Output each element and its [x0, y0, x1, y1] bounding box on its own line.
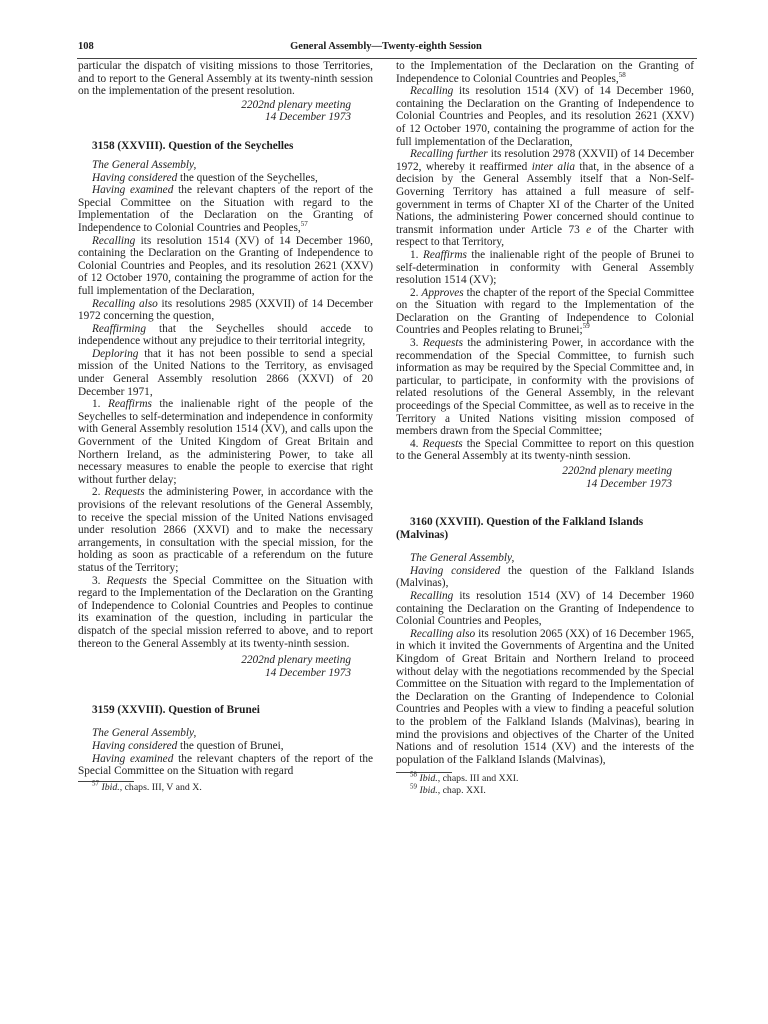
operative-paragraph [396, 337, 694, 438]
text-span: of the Charter with respect to that Territory, [396, 223, 694, 249]
text-span: Having examined [92, 184, 174, 197]
running-title: General Assembly—Twenty-eighth Session [290, 41, 482, 52]
continuation-paragraph: particular the dispatch of visiting missions to those Territories, and to report to the General Assembly at its twenty-ninth session on the implementation of the present resolution. [78, 60, 373, 98]
preamble-paragraph [78, 298, 373, 323]
operative-paragraph [78, 486, 373, 574]
text-span: the inalienable right of the people of Brunei to self-determination in conformity with General Assembly resolution 1514 (XV); [396, 248, 694, 287]
operative-paragraph [78, 575, 373, 651]
text-span: 58 [410, 771, 417, 780]
text-span: , chaps. III and XXI. [437, 773, 519, 785]
meeting-line: 2202nd plenary meeting [562, 465, 672, 477]
text-span: Reaffirms [422, 248, 467, 261]
text-span: its resolutions 2985 (XXVII) of 14 December 1972 concerning the question, [78, 297, 373, 323]
text-span: the question of the Falkland Islands (Malvinas), [396, 564, 694, 590]
text-span: Requests [422, 337, 463, 350]
text-span: the question of the Seychelles, [177, 171, 318, 184]
meeting-line: 2202nd plenary meeting [241, 98, 351, 111]
footnote [396, 785, 694, 797]
preamble-paragraph [396, 85, 694, 148]
text-span: Ibid. [419, 773, 438, 785]
preamble-paragraph [78, 172, 373, 185]
date-line: 14 December 1973 [265, 111, 351, 124]
general-assembly-line: The General Assembly, [410, 552, 515, 565]
text-span: Deploring [92, 347, 139, 360]
text-span: 3. [92, 574, 107, 587]
resolution-heading-3158: 3158 (XXVIII). Question of the Seychelles [92, 139, 294, 152]
operative-paragraph [396, 287, 694, 337]
text-span: 1. [92, 398, 108, 411]
running-header [78, 41, 694, 57]
operative-paragraph [396, 249, 694, 287]
text-span: that it has not been possible to send a special mission of the United Nations to the Territory, as envisaged under General Assembly resolution 2866 (XXVI) of 20 December 1971, [78, 347, 373, 398]
text-span: Requests [106, 574, 147, 587]
text-span: its resolution 1514 (XV) of 14 December 1960, containing the Declaration on the Granting of Independence to Colonial Countries and Peoples, and its resolution 2621 (XXV) of 12 October 1970, containing the programme of action for the full implementation of the Declaration, [396, 85, 694, 148]
text-span: e [586, 223, 592, 236]
footnote [396, 773, 694, 785]
text-span: , chap. XXI. [437, 785, 486, 797]
text-span: that, in the absence of a decision by the General Assembly itself that a Non-Self-Governing Territory has attained a full measure of self-government in terms of Chapter XI of the Charter of the United Nations, the administering Power concerned should continue to transmit information under Article 73 [396, 160, 694, 236]
general-assembly-line: The General Assembly, [92, 158, 197, 171]
text-span: Having considered [410, 564, 501, 577]
text-span: 4. [410, 437, 423, 450]
date-line: 14 December 1973 [586, 477, 672, 490]
text-span: the relevant chapters of the report of the Special Committee on the Situation with regard to the Implementation of the Declaration on the Granting of Independence to Colonial Countries and Peoples, [78, 184, 373, 234]
preamble-paragraph [396, 565, 694, 590]
preamble-paragraph [396, 590, 694, 628]
text-span: its resolution 1514 (XV) of 14 December 1960 containing the Declaration on the Granting of Independence to Colonial Countries and Peoples, [396, 589, 694, 628]
text-span: Reaffirms [107, 398, 152, 411]
text-span: its resolution 2978 (XXVII) of 14 December 1972, whereby it reaffirmed [396, 148, 694, 173]
date-line: 14 December 1973 [265, 666, 351, 679]
preamble-paragraph [78, 235, 373, 298]
text-span: 57 [92, 779, 99, 788]
text-span: Recalling [410, 85, 454, 98]
text-span: the inalienable right of the people of the Seychelles to self-determination and independence in conformity with General Assembly resolution 1514 (XV), and calls upon the Government of the United Kingdom of Great Britain and Northern Ireland, as the administering Power, to take all necessary measures to enable the people to exercise that right without further delay; [78, 398, 374, 486]
text-span: 2. [92, 486, 105, 499]
text-span: that the Seychelles should accede to independence without any prejudice to their territorial integrity, [78, 322, 373, 348]
preamble-paragraph [78, 753, 373, 778]
operative-paragraph [78, 398, 373, 486]
text-span: Recalling [410, 589, 454, 602]
text-span: Recalling also [410, 627, 476, 640]
text-span: Having examined [92, 752, 174, 765]
page-number: 108 [78, 41, 94, 52]
text-span: its resolution 1514 (XV) of 14 December 1960, containing the Declaration on the Granting of Independence to Colonial Countries and Peoples, and its resolution 2621 (XXV) of 12 October 1970, containing the programme of action for the full implementation of the Declaration, [78, 234, 373, 297]
signature-block [78, 654, 351, 679]
text-span: Recalling further [410, 148, 488, 161]
text-span: the question of Brunei, [177, 739, 284, 752]
preamble-paragraph [396, 628, 694, 767]
operative-paragraph [396, 438, 694, 463]
footnote-ref: 59 [582, 322, 590, 331]
preamble-paragraph [78, 323, 373, 348]
text-span: Requests [422, 437, 463, 450]
footnote-ref: 58 [618, 70, 626, 79]
text-span: 59 [410, 783, 417, 792]
text-span: the Special Committee on the Situation with regard to the Implementation of the Declaration on the Granting of Independence to Colonial Countries and Peoples to continue its examination of the question, including in particular the dispatch of the special mission referred to above, and to report thereon to the General Assembly at its twenty-ninth session. [78, 574, 373, 650]
text-span: Having considered [92, 739, 178, 752]
header-rule [77, 58, 697, 59]
footnote [78, 779, 373, 794]
text-span: (Malvinas) [396, 529, 449, 542]
text-span: 3. [410, 337, 423, 350]
preamble-paragraph [78, 184, 373, 234]
signature-block [78, 99, 351, 124]
text-span: 1. [410, 248, 423, 261]
left-column [78, 60, 373, 794]
text-span: , chaps. III, V and X. [119, 781, 202, 793]
text-span: the relevant chapters of the report of the Special Committee on the Situation with regard [78, 752, 373, 778]
text-span: the administering Power, in accordance with the provisions of the relevant resolutions of the General Assembly, to receive the special mission of the United Nations envisaged under resolution 2866 (XXVI) and to make the necessary arrangements, in consultation with the special mission, for the holding as soon as practicable of a referendum on the future status of the Territory; [78, 486, 373, 574]
preamble-paragraph [78, 348, 373, 398]
text-span: the administering Power, in accordance with the recommendation of the Special Committee, to furnish such information as may be required by the Special Committee and, in particular, to participate, in conformity with the provisions of related resolutions of the General Assembly, in the relevant proceedings of the Special Committee, as well as to receive in the Territory a United Nations visiting mission composed of members drawn from the Special Committee; [396, 337, 694, 438]
text-span: Ibid. [101, 781, 120, 793]
text-span: its resolution 2065 (XX) of 16 December 1965, in which it invited the Governments of Argentina and the United Kingdom of Great Britain and Northern Ireland to proceed without delay with the negotiations recommended by the Special Committee on the Situation with regard to the Implementation of the Declaration on the Granting of Independence to Colonial Countries and Peoples with a view to finding a peaceful solution to the problem of the Falkland Islands (Malvinas), bearing in mind the provisions and objectives of the Charter of the United Nations and of resolution 1514 (XV) and the interests of the population of the Falkland Islands (Malvinas), [396, 627, 695, 766]
text-span: the Special Committee to report on this question to the General Assembly at its twenty-ninth session. [396, 437, 695, 463]
text-span: the chapter of the report of the Special Committee on the Situation with regard to the Implementation of the Declaration on the Granting of Independence to Colonial Countries and Peoples relating to Brunei; [396, 286, 695, 337]
text-span: Requests [104, 486, 145, 499]
text-span: 3160 (XXVIII). Question of the Falkland Islands [410, 516, 644, 529]
footnote-ref: 57 [300, 220, 308, 229]
right-column [396, 60, 694, 797]
text-span: Recalling also [92, 297, 158, 310]
preamble-paragraph [78, 740, 373, 753]
text-span: to the Implementation of the Declaration on the Granting of Independence to Colonial Countries and Peoples, [396, 60, 694, 85]
signature-block [396, 465, 672, 490]
preamble-paragraph [396, 148, 694, 249]
continuation-paragraph [396, 60, 694, 85]
meeting-line: 2202nd plenary meeting [241, 654, 351, 667]
text-span: inter alia [531, 160, 576, 173]
text-span: 2. [410, 286, 422, 299]
text-span: Having considered [92, 171, 178, 184]
resolution-heading-3159: 3159 (XXVIII). Question of Brunei [92, 704, 260, 717]
resolution-heading-3160 [396, 516, 694, 542]
general-assembly-line: The General Assembly, [92, 727, 197, 740]
text-span: Ibid. [419, 785, 438, 797]
text-span: Reaffirming [92, 322, 146, 335]
text-span: Approves [421, 286, 464, 299]
text-span: Recalling [92, 234, 136, 247]
